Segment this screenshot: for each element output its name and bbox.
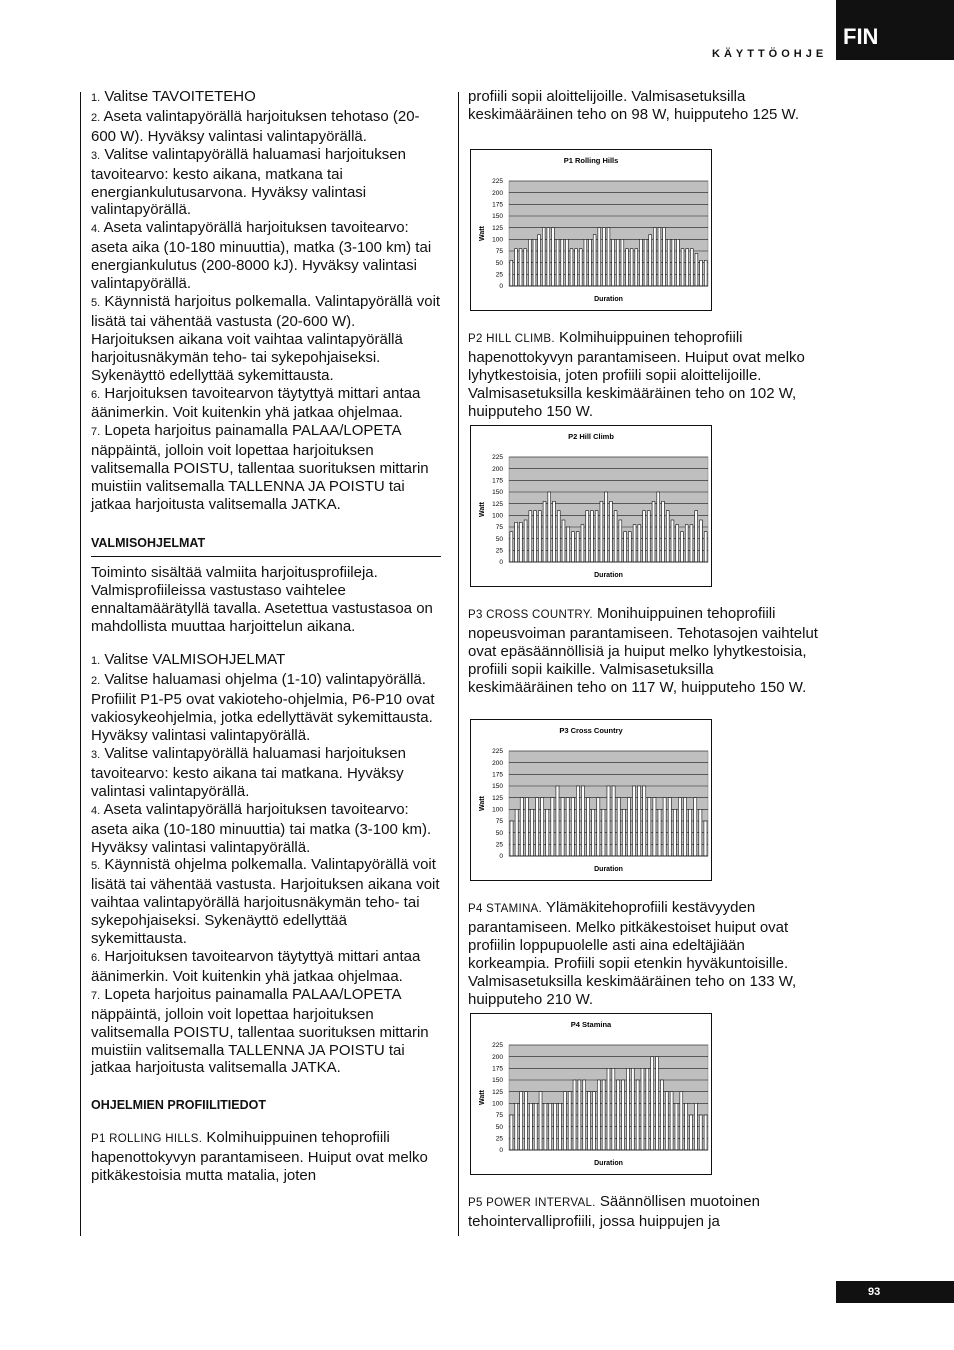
bar	[533, 239, 536, 286]
bar	[530, 809, 533, 856]
y-tick-label: 75	[495, 1112, 503, 1120]
bar	[600, 501, 603, 562]
bar	[605, 492, 608, 562]
bar	[541, 798, 544, 856]
bar	[695, 511, 698, 562]
left-column-rule	[80, 92, 81, 1236]
y-tick-label: 175	[492, 771, 503, 779]
bar	[644, 239, 647, 286]
p4-chart-svg	[471, 1014, 711, 1174]
bar	[524, 520, 527, 562]
y-tick-label: 225	[492, 178, 503, 186]
bar	[663, 228, 666, 286]
bar	[565, 239, 568, 286]
bar	[571, 798, 574, 856]
bar	[622, 809, 625, 856]
bar	[586, 511, 589, 562]
bar	[689, 809, 692, 856]
step-text: Valitse TAVOITETEHO	[104, 88, 256, 105]
y-tick-label: 50	[495, 259, 503, 267]
bar	[694, 1103, 697, 1150]
step-number: 2.	[91, 675, 101, 688]
bar	[617, 1080, 620, 1150]
bar	[570, 249, 573, 286]
bar	[612, 1068, 615, 1150]
bar	[547, 228, 550, 286]
bar	[675, 1103, 678, 1150]
step-note: Profiilit P1-P5 ovat vakioteho-ohjelmia, P6-P10 ovat vakiosykeohjelmia, jotka edellyttävät sykemittausta. Hyväksy valintasi valintapyörällä.	[91, 691, 435, 745]
step-number: 7.	[91, 426, 101, 439]
bar	[572, 532, 575, 562]
step-number: 6.	[91, 951, 101, 964]
bar	[677, 239, 680, 286]
step-number: 4.	[91, 804, 101, 817]
bar	[651, 1057, 654, 1150]
y-tick-label: 125	[492, 224, 503, 232]
bar	[658, 809, 661, 856]
center-column-rule	[458, 92, 459, 1236]
bar	[630, 249, 633, 286]
p3-label: P3 CROSS COUNTRY.	[468, 609, 593, 621]
step-text: Valitse valintapyörällä haluamasi harjoituksen tavoitearvo: kesto aikana tai matkana. Hyväksy valintasi valintapyörällä.	[91, 745, 406, 800]
bar	[556, 786, 559, 856]
bar	[690, 249, 693, 286]
bar	[544, 1103, 547, 1150]
p4-description	[468, 899, 820, 1008]
step-text: Aseta valintapyörällä harjoituksen tavoitearvo: aseta aika (10-180 minuuttia) tai matka (3-100 km). Hyväksy valintasi valintapyörällä.	[91, 800, 432, 856]
bar	[699, 520, 702, 562]
bar	[602, 809, 605, 856]
p3-chart	[470, 719, 712, 881]
bar	[515, 522, 518, 562]
step-6	[91, 385, 441, 423]
step-1	[91, 88, 441, 108]
bar	[704, 260, 707, 286]
y-tick-label: 100	[492, 236, 503, 244]
step-3	[91, 146, 441, 220]
bar	[595, 511, 598, 562]
p5-text: Säännöllisen muotoinen tehointervalliprofiili, jossa huippujen ja	[468, 1193, 760, 1230]
step-3	[91, 745, 441, 801]
bar	[612, 239, 615, 286]
chart-title: P1 Rolling Hills	[563, 156, 619, 165]
bar	[681, 249, 684, 286]
bar	[628, 532, 631, 562]
presets-intro: Toiminto sisältää valmiita harjoitusprofiileja. Valmisprofiileissa vastustaso vaihtelee ennaltamäärätyllä tavalla. Asetettua vastustasoa on mahdollista muuttaa harjoittelun aikana.	[91, 563, 433, 635]
bar	[653, 228, 656, 286]
bar	[704, 821, 707, 856]
bar	[704, 1115, 707, 1150]
p3-description	[468, 605, 820, 697]
y-tick-label: 100	[492, 1100, 503, 1108]
bar	[562, 520, 565, 562]
chart-title: P3 Cross Country	[559, 726, 623, 735]
step-text: Harjoituksen tavoitearvon täytyttyä mittari antaa äänimerkin. Voit kuitenkin yhä jatkaa ohjelmaa.	[91, 947, 421, 985]
left-column	[91, 88, 441, 1185]
bar	[510, 532, 513, 562]
y-tick-label: 225	[492, 454, 503, 462]
bar	[519, 249, 522, 286]
bar	[551, 798, 554, 856]
p1-chart	[470, 149, 712, 311]
bar	[680, 1092, 683, 1150]
bar	[641, 1068, 644, 1150]
bar	[671, 520, 674, 562]
y-tick-label: 25	[495, 271, 503, 279]
y-tick-label: 225	[492, 748, 503, 756]
step-text: Aseta valintapyörällä harjoituksen tavoitearvo: aseta aika (10-180 minuuttia), matka (3-100 km) tai energiankulutus (200-8000 kJ). Hyväksy valintasi valintapyörällä.	[91, 219, 432, 293]
y-tick-label: 200	[492, 189, 503, 197]
y-tick-label: 50	[495, 829, 503, 837]
bar	[568, 1092, 571, 1150]
bar	[553, 501, 556, 562]
y-tick-label: 125	[492, 500, 503, 508]
step-text: Harjoituksen tavoitearvon täytyttyä mittari antaa äänimerkin. Voit kuitenkin yhä jatkaa ohjelmaa.	[91, 384, 421, 422]
bar	[704, 532, 707, 562]
bar	[670, 1092, 673, 1150]
y-tick-label: 75	[495, 248, 503, 256]
bar	[538, 511, 541, 562]
bar	[602, 1080, 605, 1150]
step-5	[91, 856, 441, 948]
y-tick-label: 25	[495, 1135, 503, 1143]
y-tick-label: 50	[495, 1123, 503, 1131]
bar	[607, 786, 610, 856]
bar	[583, 1080, 586, 1150]
bar	[519, 522, 522, 562]
y-tick-label: 175	[492, 201, 503, 209]
bar	[643, 511, 646, 562]
bar	[635, 249, 638, 286]
bar	[589, 239, 592, 286]
y-tick-label: 150	[492, 1077, 503, 1085]
y-axis-label: Watt	[479, 796, 486, 811]
bar	[684, 798, 687, 856]
presets-heading: VALMISOHJELMAT	[91, 535, 206, 550]
preset-steps	[91, 651, 441, 1077]
profiles-heading: OHJELMIEN PROFIILITIEDOT	[91, 1098, 267, 1113]
y-tick-label: 125	[492, 794, 503, 802]
bar	[694, 798, 697, 856]
p5-label: P5 POWER INTERVAL.	[468, 1197, 596, 1209]
y-tick-label: 150	[492, 783, 503, 791]
step-1	[91, 651, 441, 671]
step-text: Käynnistä harjoitus polkemalla. Valintapyörällä voit lisätä tai vähentää vastusta (20-600 W). Harjoituksen aikana voit vaihtaa valintapyörällä harjoitusnäkymän teho- tai sykepohjaiseksi. Sykenäyttö edellyttää sykemittausta.	[91, 292, 441, 384]
bar	[546, 809, 549, 856]
bar	[676, 525, 679, 562]
bar	[548, 492, 551, 562]
bar	[665, 1092, 668, 1150]
bar	[524, 249, 527, 286]
step-text: Käynnistä ohjelma polkemalla. Valintapyörällä voit lisätä tai vähentää vastusta. Harjoituksen aikana voit vaihtaa valintapyörällä harjoitusnäkymän teho- tai sykepohjaiseksi. Sykenäyttö edellyttää sykemittausta.	[91, 856, 440, 948]
bar	[536, 798, 539, 856]
bar	[685, 1103, 688, 1150]
p2-description	[468, 329, 820, 421]
y-tick-label: 200	[492, 1053, 503, 1061]
p2-chart	[470, 425, 712, 587]
y-tick-label: 150	[492, 489, 503, 497]
y-tick-label: 0	[499, 283, 503, 291]
bar	[515, 1103, 518, 1150]
bar	[520, 798, 523, 856]
bar	[538, 235, 541, 286]
y-tick-label: 125	[492, 1088, 503, 1096]
p1-text-end: profiili sopii aloittelijoille. Valmisasetuksilla keskimääräinen teho on 98 W, huipputeho 125 W.	[468, 88, 800, 123]
y-tick-label: 25	[495, 547, 503, 555]
bar	[657, 492, 660, 562]
step-number: 5.	[91, 860, 101, 873]
bar	[649, 235, 652, 286]
bar	[602, 228, 605, 286]
bar	[534, 1103, 537, 1150]
bar	[632, 786, 635, 856]
bar	[607, 228, 610, 286]
x-axis-label: Duration	[594, 572, 623, 579]
bar	[660, 1080, 663, 1150]
bar	[561, 239, 564, 286]
goal-power-steps	[91, 88, 441, 514]
step-6	[91, 948, 441, 986]
step-5	[91, 293, 441, 385]
bar	[576, 532, 579, 562]
bar	[672, 239, 675, 286]
bar	[656, 1057, 659, 1150]
bar	[646, 1068, 649, 1150]
chart-title: P2 Hill Climb	[568, 432, 614, 441]
x-axis-label: Duration	[594, 1160, 623, 1167]
bar	[636, 1080, 639, 1150]
y-tick-label: 0	[499, 853, 503, 861]
bar	[592, 809, 595, 856]
y-tick-label: 100	[492, 806, 503, 814]
y-tick-label: 225	[492, 1042, 503, 1050]
language-tab: FIN	[836, 0, 954, 60]
y-tick-label: 0	[499, 559, 503, 567]
step-text: Valitse valintapyörällä haluamasi harjoituksen tavoitearvo: kesto aikana, matkana tai energiankulutusarvona. Hyväksy valintasi valintapyörällä.	[91, 145, 406, 219]
step-number: 4.	[91, 223, 101, 236]
bar	[685, 525, 688, 562]
p5-description	[468, 1193, 820, 1231]
bar	[638, 525, 641, 562]
bar	[673, 809, 676, 856]
step-text: Lopeta harjoitus painamalla PALAA/LOPETA näppäintä, jolloin voit lopettaa harjoituksen valitsemalla POISTU, tallentaa suorituksen mittarin muistiin valitsemalla TALLENNA JA POISTU tai jatkaa harjoitusta valitsemalla JATKA.	[91, 985, 429, 1077]
bar	[567, 527, 570, 562]
y-tick-label: 175	[492, 1065, 503, 1073]
bar	[690, 1115, 693, 1150]
bar	[581, 786, 584, 856]
bar	[542, 228, 545, 286]
bar	[690, 525, 693, 562]
step-4	[91, 801, 441, 857]
x-axis-label: Duration	[594, 296, 623, 303]
bar	[597, 1080, 600, 1150]
p1-chart-svg	[471, 150, 711, 310]
bar	[529, 1103, 532, 1150]
step-number: 3.	[91, 749, 101, 761]
bar	[614, 511, 617, 562]
p2-chart-svg	[471, 426, 711, 586]
bar	[598, 228, 601, 286]
bar	[510, 1115, 513, 1150]
step-number: 1.	[91, 655, 101, 668]
bar	[593, 235, 596, 286]
bar	[647, 511, 650, 562]
step-4	[91, 219, 441, 293]
bar	[529, 511, 532, 562]
y-tick-label: 0	[499, 1147, 503, 1155]
bar	[662, 501, 665, 562]
p2-text: Kolmihuippuinen tehoprofiili hapenottokyvyn parantamiseen. Huiput ovat melko lyhytkestoisia, joten profiili sopii aloittelijoille. Valmisasetuksilla keskimääräinen teho on 102 W, huipputeho 150 W.	[468, 329, 805, 420]
bar	[510, 260, 513, 286]
bar	[619, 520, 622, 562]
bar	[520, 1092, 523, 1150]
bar	[695, 253, 698, 286]
step-number: 3.	[91, 149, 101, 162]
page-number: 93	[836, 1281, 954, 1303]
bar	[563, 1092, 566, 1150]
bar	[666, 511, 669, 562]
bar	[612, 786, 615, 856]
bar	[559, 1103, 562, 1150]
chart-title: P4 Stamina	[570, 1020, 612, 1029]
bar	[668, 798, 671, 856]
section-label: KÄYTTÖOHJE	[712, 48, 828, 60]
y-tick-label: 200	[492, 465, 503, 473]
y-tick-label: 25	[495, 841, 503, 849]
bar	[633, 525, 636, 562]
bar	[556, 239, 559, 286]
step-7	[91, 986, 441, 1078]
step-number: 5.	[91, 296, 101, 309]
bar	[652, 501, 655, 562]
p3-text: Monihuippuinen tehoprofiili nopeusvoiman parantamiseen. Tehotasojen vaihtelut ovat epäsäännöllisiä ja huiput melko lyhytkestoisia, profiili sopii kaikille. Valmisasetuksilla keskimääräinen teho on 117 W, huipputeho 150 W.	[468, 605, 818, 696]
p4-label: P4 STAMINA.	[468, 903, 543, 915]
step-text: Valitse haluamasi ohjelma (1-10) valintapyörällä.	[104, 671, 426, 689]
bar	[566, 798, 569, 856]
bar	[626, 249, 629, 286]
y-axis-label: Watt	[479, 226, 486, 241]
bar	[663, 798, 666, 856]
y-tick-label: 50	[495, 535, 503, 543]
step-number: 7.	[91, 989, 101, 1002]
y-axis-label: Watt	[479, 502, 486, 517]
bar	[549, 1103, 552, 1150]
bar	[543, 501, 546, 562]
bar	[579, 249, 582, 286]
bar	[592, 1092, 595, 1150]
p1-description-start	[91, 1129, 441, 1185]
bar	[607, 1068, 610, 1150]
bar	[638, 786, 641, 856]
bar	[653, 798, 656, 856]
bar	[597, 798, 600, 856]
bar	[686, 249, 689, 286]
bar	[622, 1080, 625, 1150]
step-number: 6.	[91, 388, 101, 401]
bar	[587, 798, 590, 856]
y-tick-label: 150	[492, 213, 503, 221]
bar	[575, 249, 578, 286]
bar	[627, 798, 630, 856]
bar	[700, 260, 703, 286]
bar	[667, 239, 670, 286]
y-axis-label: Watt	[479, 1090, 486, 1105]
bar	[681, 532, 684, 562]
bar	[557, 511, 560, 562]
step-7	[91, 422, 441, 514]
bar	[552, 228, 555, 286]
bar	[678, 798, 681, 856]
bar	[643, 786, 646, 856]
bar	[616, 239, 619, 286]
y-tick-label: 75	[495, 524, 503, 532]
step-number: 1.	[91, 92, 101, 104]
bar	[640, 239, 643, 286]
bar	[588, 1092, 591, 1150]
p1-text-start: Kolmihuippuinen tehoprofiili hapenottokyvyn parantamiseen. Huiput ovat melko pitkäkestoisia mutta matalia, joten	[91, 1129, 428, 1185]
bar	[617, 798, 620, 856]
bar	[515, 249, 518, 286]
step-2	[91, 108, 441, 146]
step-text: Lopeta harjoitus painamalla PALAA/LOPETA näppäintä, jolloin voit lopettaa harjoituksen valitsemalla POISTU, tallentaa suorituksen mittarin muistiin valitsemalla TALLENNA JA POISTU tai jatkaa harjoitusta valitsemalla JATKA.	[91, 422, 429, 513]
p1-label: P1 ROLLING HILLS.	[91, 1133, 203, 1146]
bar	[561, 798, 564, 856]
y-tick-label: 200	[492, 759, 503, 767]
bar	[534, 511, 537, 562]
bar	[510, 821, 513, 856]
bar	[699, 809, 702, 856]
x-axis-label: Duration	[594, 866, 623, 873]
bar	[591, 511, 594, 562]
presets-heading-rule	[91, 556, 441, 557]
bar	[626, 1068, 629, 1150]
p2-label: P2 HILL CLIMB.	[468, 333, 555, 345]
bar	[584, 239, 587, 286]
y-tick-label: 175	[492, 477, 503, 485]
bar	[578, 1080, 581, 1150]
bar	[658, 228, 661, 286]
p4-chart	[470, 1013, 712, 1175]
right-column	[468, 88, 820, 124]
bar	[554, 1103, 557, 1150]
bar	[515, 809, 518, 856]
bar	[624, 532, 627, 562]
bar	[581, 525, 584, 562]
bar	[576, 786, 579, 856]
p3-chart-svg	[471, 720, 711, 880]
y-tick-label: 100	[492, 512, 503, 520]
bar	[621, 239, 624, 286]
bar	[528, 239, 531, 286]
step-2	[91, 671, 441, 691]
bar	[525, 1092, 528, 1150]
bar	[648, 798, 651, 856]
step-text: Aseta valintapyörällä harjoituksen tehotaso (20-600 W). Hyväksy valintasi valintapyörällä.	[91, 107, 420, 145]
bar	[573, 1080, 576, 1150]
bar	[631, 1068, 634, 1150]
step-text: Valitse VALMISOHJELMAT	[104, 651, 286, 669]
bar	[539, 1092, 542, 1150]
y-tick-label: 75	[495, 818, 503, 826]
p4-text: Ylämäkitehoprofiili kestävyyden parantamiseen. Melko pitkäkestoiset huiput ovat profiilin loppupuolelle asti aina edeltäjiään korkeampia. Profiili sopii etenkin hyväkuntoisille. Valmisasetuksilla keskimääräinen teho on 133 W, huipputeho 210 W.	[468, 899, 797, 1008]
step-number: 2.	[91, 111, 101, 124]
bar	[699, 1115, 702, 1150]
bar	[609, 501, 612, 562]
bar	[525, 798, 528, 856]
